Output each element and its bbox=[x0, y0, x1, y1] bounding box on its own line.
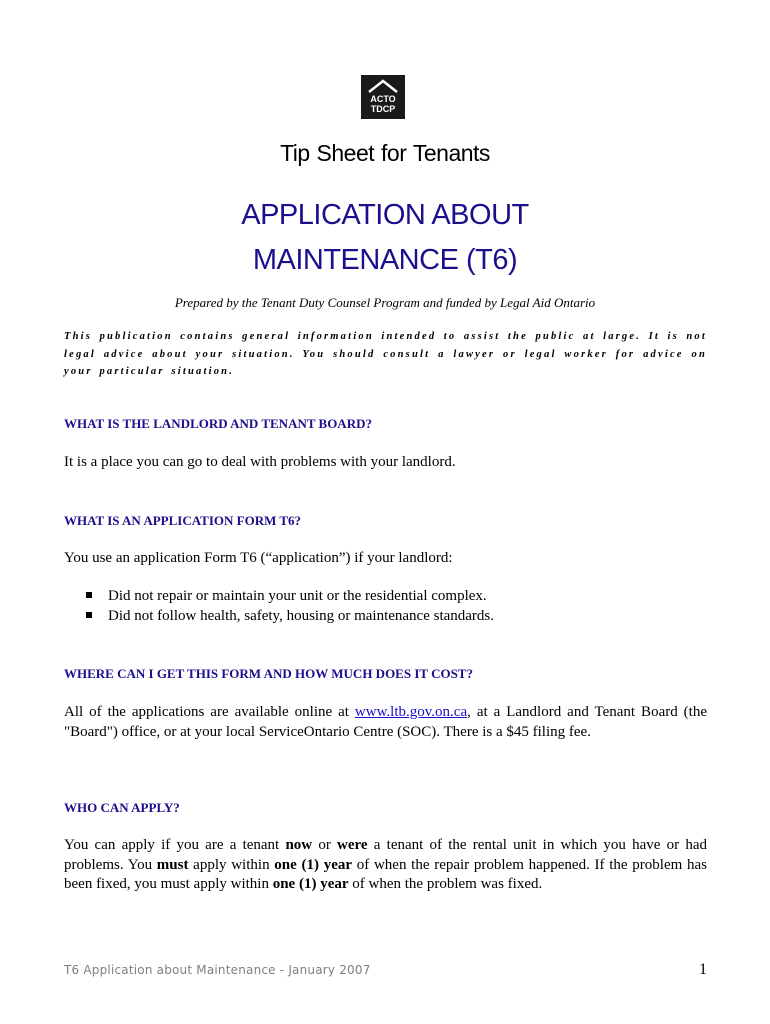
acto-tdcp-logo bbox=[361, 75, 405, 119]
section-body-where bbox=[64, 703, 707, 742]
who-emphasis-must: must bbox=[156, 856, 189, 873]
list-item bbox=[86, 586, 494, 606]
list-item-text: Did not repair or maintain your unit or the residential complex. bbox=[108, 588, 487, 604]
legal-disclaimer: This publication contains general information intended to assist the public at large. It is not legal advice about your situation. You should consult a lawyer or legal worker for advice on your particular situation. bbox=[64, 331, 707, 377]
section-heading-board: WHAT IS THE LANDLORD AND TENANT BOARD? bbox=[64, 416, 372, 431]
square-bullet-icon bbox=[86, 592, 92, 598]
footer-document-title: T6 Application about Maintenance - January 2007 bbox=[64, 963, 371, 977]
who-text-2: or bbox=[312, 837, 338, 853]
logo-text-line1: ACTO bbox=[370, 94, 396, 104]
section-body-form: You use an application Form T6 (“application”) if your landlord: bbox=[64, 550, 453, 566]
form-reasons-list bbox=[86, 586, 494, 626]
who-text-6: of when the problem was fixed. bbox=[348, 876, 543, 892]
who-emphasis-were: were bbox=[337, 837, 368, 853]
who-text-5: of when the repair problem happened. If the problem has been fixed, you must apply within bbox=[64, 856, 707, 892]
section-body-who bbox=[64, 836, 707, 895]
list-item-text: Did not follow health, safety, housing or maintenance standards. bbox=[108, 608, 495, 624]
document-subtitle: Tip Sheet for Tenants bbox=[280, 140, 490, 166]
document-title-line1: APPLICATION ABOUT bbox=[241, 199, 529, 231]
who-text-4: apply within bbox=[188, 856, 275, 873]
who-emphasis-now: now bbox=[285, 837, 313, 853]
section-heading-form: WHAT IS AN APPLICATION FORM T6? bbox=[64, 513, 302, 528]
section-body-board: It is a place you can go to deal with problems with your landlord. bbox=[64, 454, 456, 470]
house-roof-icon bbox=[367, 79, 399, 93]
square-bullet-icon bbox=[86, 612, 92, 618]
who-emphasis-one-year: one (1) year bbox=[274, 856, 353, 873]
section-heading-who: WHO CAN APPLY? bbox=[64, 800, 180, 815]
logo-text-line2: TDCP bbox=[370, 104, 396, 114]
where-text-end: , at a Landlord and Tenant Board (the "Board") office, or at your local ServiceOntario Centre (SOC). There is a $45 filing fee. bbox=[64, 704, 707, 740]
ltb-website-link[interactable]: www.ltb.gov.on.ca bbox=[354, 704, 468, 720]
who-text-1: You can apply if you are a tenant bbox=[64, 837, 286, 853]
page-number: 1 bbox=[699, 961, 707, 978]
section-heading-where: WHERE CAN I GET THIS FORM AND HOW MUCH DOES IT COST? bbox=[64, 666, 473, 681]
list-item bbox=[86, 606, 494, 626]
where-text-start: All of the applications are available online at bbox=[64, 704, 355, 720]
who-text-3: a tenant of the rental unit in which you have or had problems. You bbox=[64, 837, 708, 873]
document-title-line2: MAINTENANCE (T6) bbox=[252, 244, 518, 276]
prepared-by-note: Prepared by the Tenant Duty Counsel Program and funded by Legal Aid Ontario bbox=[174, 295, 596, 310]
who-emphasis-one-year-fixed: one (1) year bbox=[272, 876, 349, 892]
